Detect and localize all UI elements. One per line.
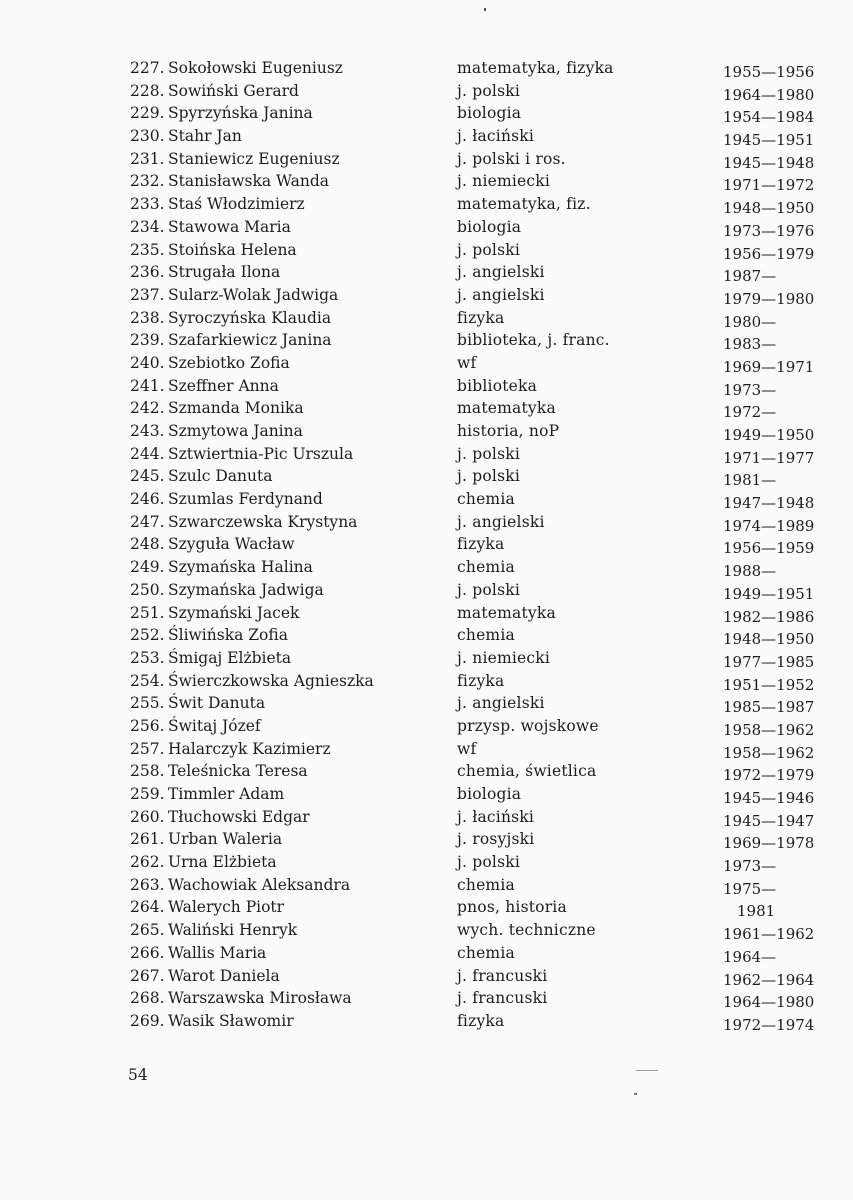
person-name: Szmanda Monika	[168, 399, 304, 418]
list-item	[130, 102, 820, 125]
years-range: 1969—1971	[723, 357, 815, 376]
years-range: 1973—	[723, 857, 777, 876]
years-range: 1982—1986	[723, 607, 815, 626]
list-item	[130, 896, 820, 919]
entry-number: 253.	[130, 648, 165, 667]
scan-speck	[634, 1093, 637, 1095]
list-item	[130, 602, 820, 625]
entry-number: 230.	[130, 127, 165, 146]
entry-number: 231.	[130, 149, 165, 168]
years-range: 1974—1989	[723, 516, 815, 535]
years-range: 1961—1962	[723, 925, 815, 944]
subject: j. polski	[457, 81, 520, 100]
subject: biologia	[457, 217, 522, 236]
list-item	[130, 420, 820, 443]
person-name: Spyrzyńska Janina	[168, 104, 313, 123]
list-item	[130, 170, 820, 193]
list-item	[130, 670, 820, 693]
years-range: 1947—1948	[723, 494, 815, 513]
subject: j. polski	[457, 853, 520, 872]
person-name: Wallis Maria	[168, 943, 267, 962]
person-name: Stawowa Maria	[168, 217, 291, 236]
years-range: 1971—1972	[723, 176, 815, 195]
entry-number: 260.	[130, 807, 165, 826]
subject: j. łaciński	[457, 127, 535, 146]
subject: j. rosyjski	[457, 830, 535, 849]
entry-number: 258.	[130, 762, 165, 781]
entry-number: 235.	[130, 240, 165, 259]
list-item	[130, 329, 820, 352]
entry-number: 244.	[130, 444, 165, 463]
list-item	[130, 783, 820, 806]
subject: historia, noP	[457, 422, 560, 440]
subject: chemia	[457, 943, 515, 962]
subject: j. francuski	[457, 966, 548, 985]
person-name: Szulc Danuta	[168, 467, 273, 486]
person-name: Śliwińska Zofia	[168, 626, 288, 645]
list-item	[130, 148, 820, 171]
subject: chemia	[457, 626, 515, 645]
subject: przysp. wojskowe	[457, 716, 599, 735]
years-range: 1979—1980	[723, 289, 815, 308]
person-name: Teleśnicka Teresa	[168, 762, 308, 781]
years-range: 1972—	[723, 403, 777, 422]
entry-number: 246.	[130, 490, 165, 509]
list-item	[130, 307, 820, 330]
entry-number: 233.	[130, 195, 165, 214]
subject: j. angielski	[457, 694, 545, 713]
person-name: Syroczyńska Klaudia	[168, 308, 332, 327]
list-item	[130, 738, 820, 761]
person-name: Sztwiertnia-Pic Urszula	[168, 444, 354, 463]
person-name: Stoińska Helena	[168, 240, 297, 259]
list-item	[130, 647, 820, 670]
entry-number: 243.	[130, 422, 165, 440]
list-item	[130, 806, 820, 829]
person-name: Szeffner Anna	[168, 376, 279, 395]
years-range: 1980—	[723, 312, 777, 331]
person-name: Sokołowski Eugeniusz	[168, 59, 343, 77]
person-name: Szymańska Halina	[168, 558, 313, 577]
person-name: Świerczkowska Agnieszka	[168, 671, 374, 690]
person-name: Sularz-Wolak Jadwiga	[168, 285, 339, 304]
person-name: Szymański Jacek	[168, 603, 300, 622]
entry-number: 256.	[130, 716, 165, 735]
subject: j. polski i ros.	[457, 149, 566, 168]
list-item	[130, 352, 820, 375]
entry-number: 234.	[130, 217, 165, 236]
years-range: 1988—	[723, 562, 777, 581]
person-name: Warszawska Mirosława	[168, 989, 352, 1008]
subject: fizyka	[457, 308, 505, 327]
subject: matematyka, fizyka	[457, 59, 614, 77]
person-name: Staś Włodzimierz	[168, 195, 305, 214]
entry-number: 268.	[130, 989, 165, 1008]
years-range: 1948—1950	[723, 630, 815, 649]
subject: fizyka	[457, 1011, 505, 1030]
entry-number: 249.	[130, 558, 165, 577]
entry-number: 239.	[130, 331, 165, 350]
list-item	[130, 443, 820, 466]
entry-number: 238.	[130, 308, 165, 327]
list-item	[130, 692, 820, 715]
person-name: Urban Waleria	[168, 830, 283, 849]
subject: wf	[457, 353, 477, 372]
entry-number: 252.	[130, 626, 165, 645]
list-item	[130, 851, 820, 874]
person-name: Szebiotko Zofia	[168, 353, 290, 372]
entry-number: 227.	[130, 59, 165, 77]
entry-number: 240.	[130, 353, 165, 372]
entry-number: 266.	[130, 943, 165, 962]
list-item	[130, 874, 820, 897]
list-item	[130, 57, 820, 80]
person-name: Waliński Henryk	[168, 921, 298, 940]
years-range: 1971—1977	[723, 448, 815, 467]
years-range: 1958—1962	[723, 743, 815, 762]
person-name: Stahr Jan	[168, 127, 242, 146]
subject: biblioteka, j. franc.	[457, 331, 610, 350]
entry-number: 255.	[130, 694, 165, 713]
subject: j. polski	[457, 444, 520, 463]
list-item	[130, 239, 820, 262]
entry-number: 259.	[130, 785, 165, 803]
years-range: 1973—1976	[723, 221, 815, 240]
entry-number: 245.	[130, 467, 165, 486]
subject: wf	[457, 739, 477, 758]
person-name: Tłuchowski Edgar	[168, 807, 310, 826]
person-name: Wasik Sławomir	[168, 1011, 294, 1030]
list-item	[130, 556, 820, 579]
subject: chemia	[457, 875, 515, 894]
subject: j. angielski	[457, 512, 545, 531]
list-item	[130, 397, 820, 420]
list-item	[130, 375, 820, 398]
person-name: Halarczyk Kazimierz	[168, 739, 331, 758]
subject: j. polski	[457, 580, 520, 599]
list-item	[130, 1010, 820, 1033]
years-range: 1956—1979	[723, 244, 815, 263]
list-item	[130, 261, 820, 284]
entry-number: 236.	[130, 263, 165, 282]
person-name: Sowiński Gerard	[168, 81, 299, 100]
years-range: 1945—1947	[723, 811, 815, 830]
years-range: 1972—1979	[723, 766, 815, 785]
years-range: 1955—1956	[723, 63, 815, 81]
entry-number: 267.	[130, 966, 165, 985]
person-name: Śmigaj Elżbieta	[168, 648, 292, 667]
list-item	[130, 987, 820, 1010]
list-item	[130, 919, 820, 942]
scan-speck	[484, 8, 486, 11]
years-range: 1945—1946	[723, 789, 815, 807]
person-name: Szmytowa Janina	[168, 422, 303, 440]
entry-number: 232.	[130, 172, 165, 191]
person-name: Szafarkiewicz Janina	[168, 331, 332, 350]
subject: biologia	[457, 785, 522, 803]
subject: matematyka, fiz.	[457, 195, 591, 214]
entry-number: 262.	[130, 853, 165, 872]
years-range: 1981	[737, 902, 776, 921]
person-name: Szymańska Jadwiga	[168, 580, 324, 599]
subject: chemia, świetlica	[457, 762, 597, 781]
entry-number: 248.	[130, 535, 165, 554]
years-range: 1956—1959	[723, 539, 815, 558]
subject: matematyka	[457, 399, 556, 418]
years-range: 1954—1984	[723, 108, 815, 127]
years-range: 1945—1948	[723, 153, 815, 172]
entry-number: 269.	[130, 1011, 165, 1030]
years-range: 1975—	[723, 879, 777, 898]
years-range: 1948—1950	[723, 199, 815, 218]
subject: chemia	[457, 490, 515, 509]
list-item	[130, 216, 820, 239]
person-name: Strugała Ilona	[168, 263, 281, 282]
person-name: Wachowiak Aleksandra	[168, 875, 351, 894]
subject: j. angielski	[457, 263, 545, 282]
years-range: 1985—1987	[723, 698, 815, 717]
years-range: 1977—1985	[723, 652, 815, 671]
years-range: 1987—	[723, 267, 777, 286]
person-name: Staniewicz Eugeniusz	[168, 149, 340, 168]
list-item	[130, 465, 820, 488]
entry-number: 257.	[130, 739, 165, 758]
years-range: 1983—	[723, 335, 777, 354]
list-item	[130, 193, 820, 216]
list-item	[130, 80, 820, 103]
list-item	[130, 942, 820, 965]
list-item	[130, 488, 820, 511]
entry-number: 254.	[130, 671, 165, 690]
subject: j. francuski	[457, 989, 548, 1008]
years-range: 1972—1974	[723, 1015, 815, 1034]
years-range: 1964—1980	[723, 85, 815, 104]
page-number: 54	[128, 1066, 148, 1084]
subject: fizyka	[457, 535, 505, 554]
entry-number: 242.	[130, 399, 165, 418]
years-range: 1949—1951	[723, 584, 815, 603]
list-item	[130, 828, 820, 851]
person-name: Warot Daniela	[168, 966, 280, 985]
subject: matematyka	[457, 603, 556, 622]
person-name: Szumlas Ferdynand	[168, 490, 323, 509]
list-item	[130, 125, 820, 148]
subject: biologia	[457, 104, 522, 123]
list-item	[130, 965, 820, 988]
years-range: 1949—1950	[723, 426, 815, 444]
entry-number: 229.	[130, 104, 165, 123]
entry-number: 237.	[130, 285, 165, 304]
years-range: 1962—1964	[723, 970, 815, 989]
subject: j. niemiecki	[457, 648, 551, 667]
years-range: 1958—1962	[723, 720, 815, 739]
years-range: 1964—	[723, 947, 777, 966]
years-range: 1951—1952	[723, 675, 815, 694]
subject: j. niemiecki	[457, 172, 551, 191]
person-name: Świt Danuta	[168, 694, 266, 713]
list-item	[130, 624, 820, 647]
person-name: Szwarczewska Krystyna	[168, 512, 358, 531]
subject: pnos, historia	[457, 898, 567, 917]
list-item	[130, 715, 820, 738]
subject: j. łaciński	[457, 807, 535, 826]
list-item	[130, 511, 820, 534]
entry-number: 250.	[130, 580, 165, 599]
staff-list	[130, 57, 820, 1033]
subject: chemia	[457, 558, 515, 577]
entry-number: 228.	[130, 81, 165, 100]
subject: j. polski	[457, 467, 520, 486]
entry-number: 261.	[130, 830, 165, 849]
person-name: Walerych Piotr	[168, 898, 285, 917]
entry-number: 247.	[130, 512, 165, 531]
years-range: 1964—1980	[723, 993, 815, 1012]
list-item	[130, 533, 820, 556]
subject: biblioteka	[457, 376, 538, 395]
entry-number: 263.	[130, 875, 165, 894]
list-item	[130, 284, 820, 307]
person-name: Stanisławska Wanda	[168, 172, 330, 191]
entry-number: 241.	[130, 376, 165, 395]
list-item	[130, 579, 820, 602]
entry-number: 251.	[130, 603, 165, 622]
entry-number: 264.	[130, 898, 165, 917]
years-range: 1973—	[723, 380, 777, 399]
person-name: Szyguła Wacław	[168, 535, 295, 554]
subject: j. polski	[457, 240, 520, 259]
subject: wych. techniczne	[457, 921, 596, 940]
scan-speck	[636, 1070, 658, 1071]
entry-number: 265.	[130, 921, 165, 940]
person-name: Urna Elżbieta	[168, 853, 277, 872]
years-range: 1981—	[723, 471, 777, 490]
list-item	[130, 760, 820, 783]
subject: j. angielski	[457, 285, 545, 304]
person-name: Timmler Adam	[168, 785, 285, 803]
person-name: Świtaj Józef	[168, 716, 261, 735]
subject: fizyka	[457, 671, 505, 690]
years-range: 1945—1951	[723, 131, 815, 150]
years-range: 1969—1978	[723, 834, 815, 853]
